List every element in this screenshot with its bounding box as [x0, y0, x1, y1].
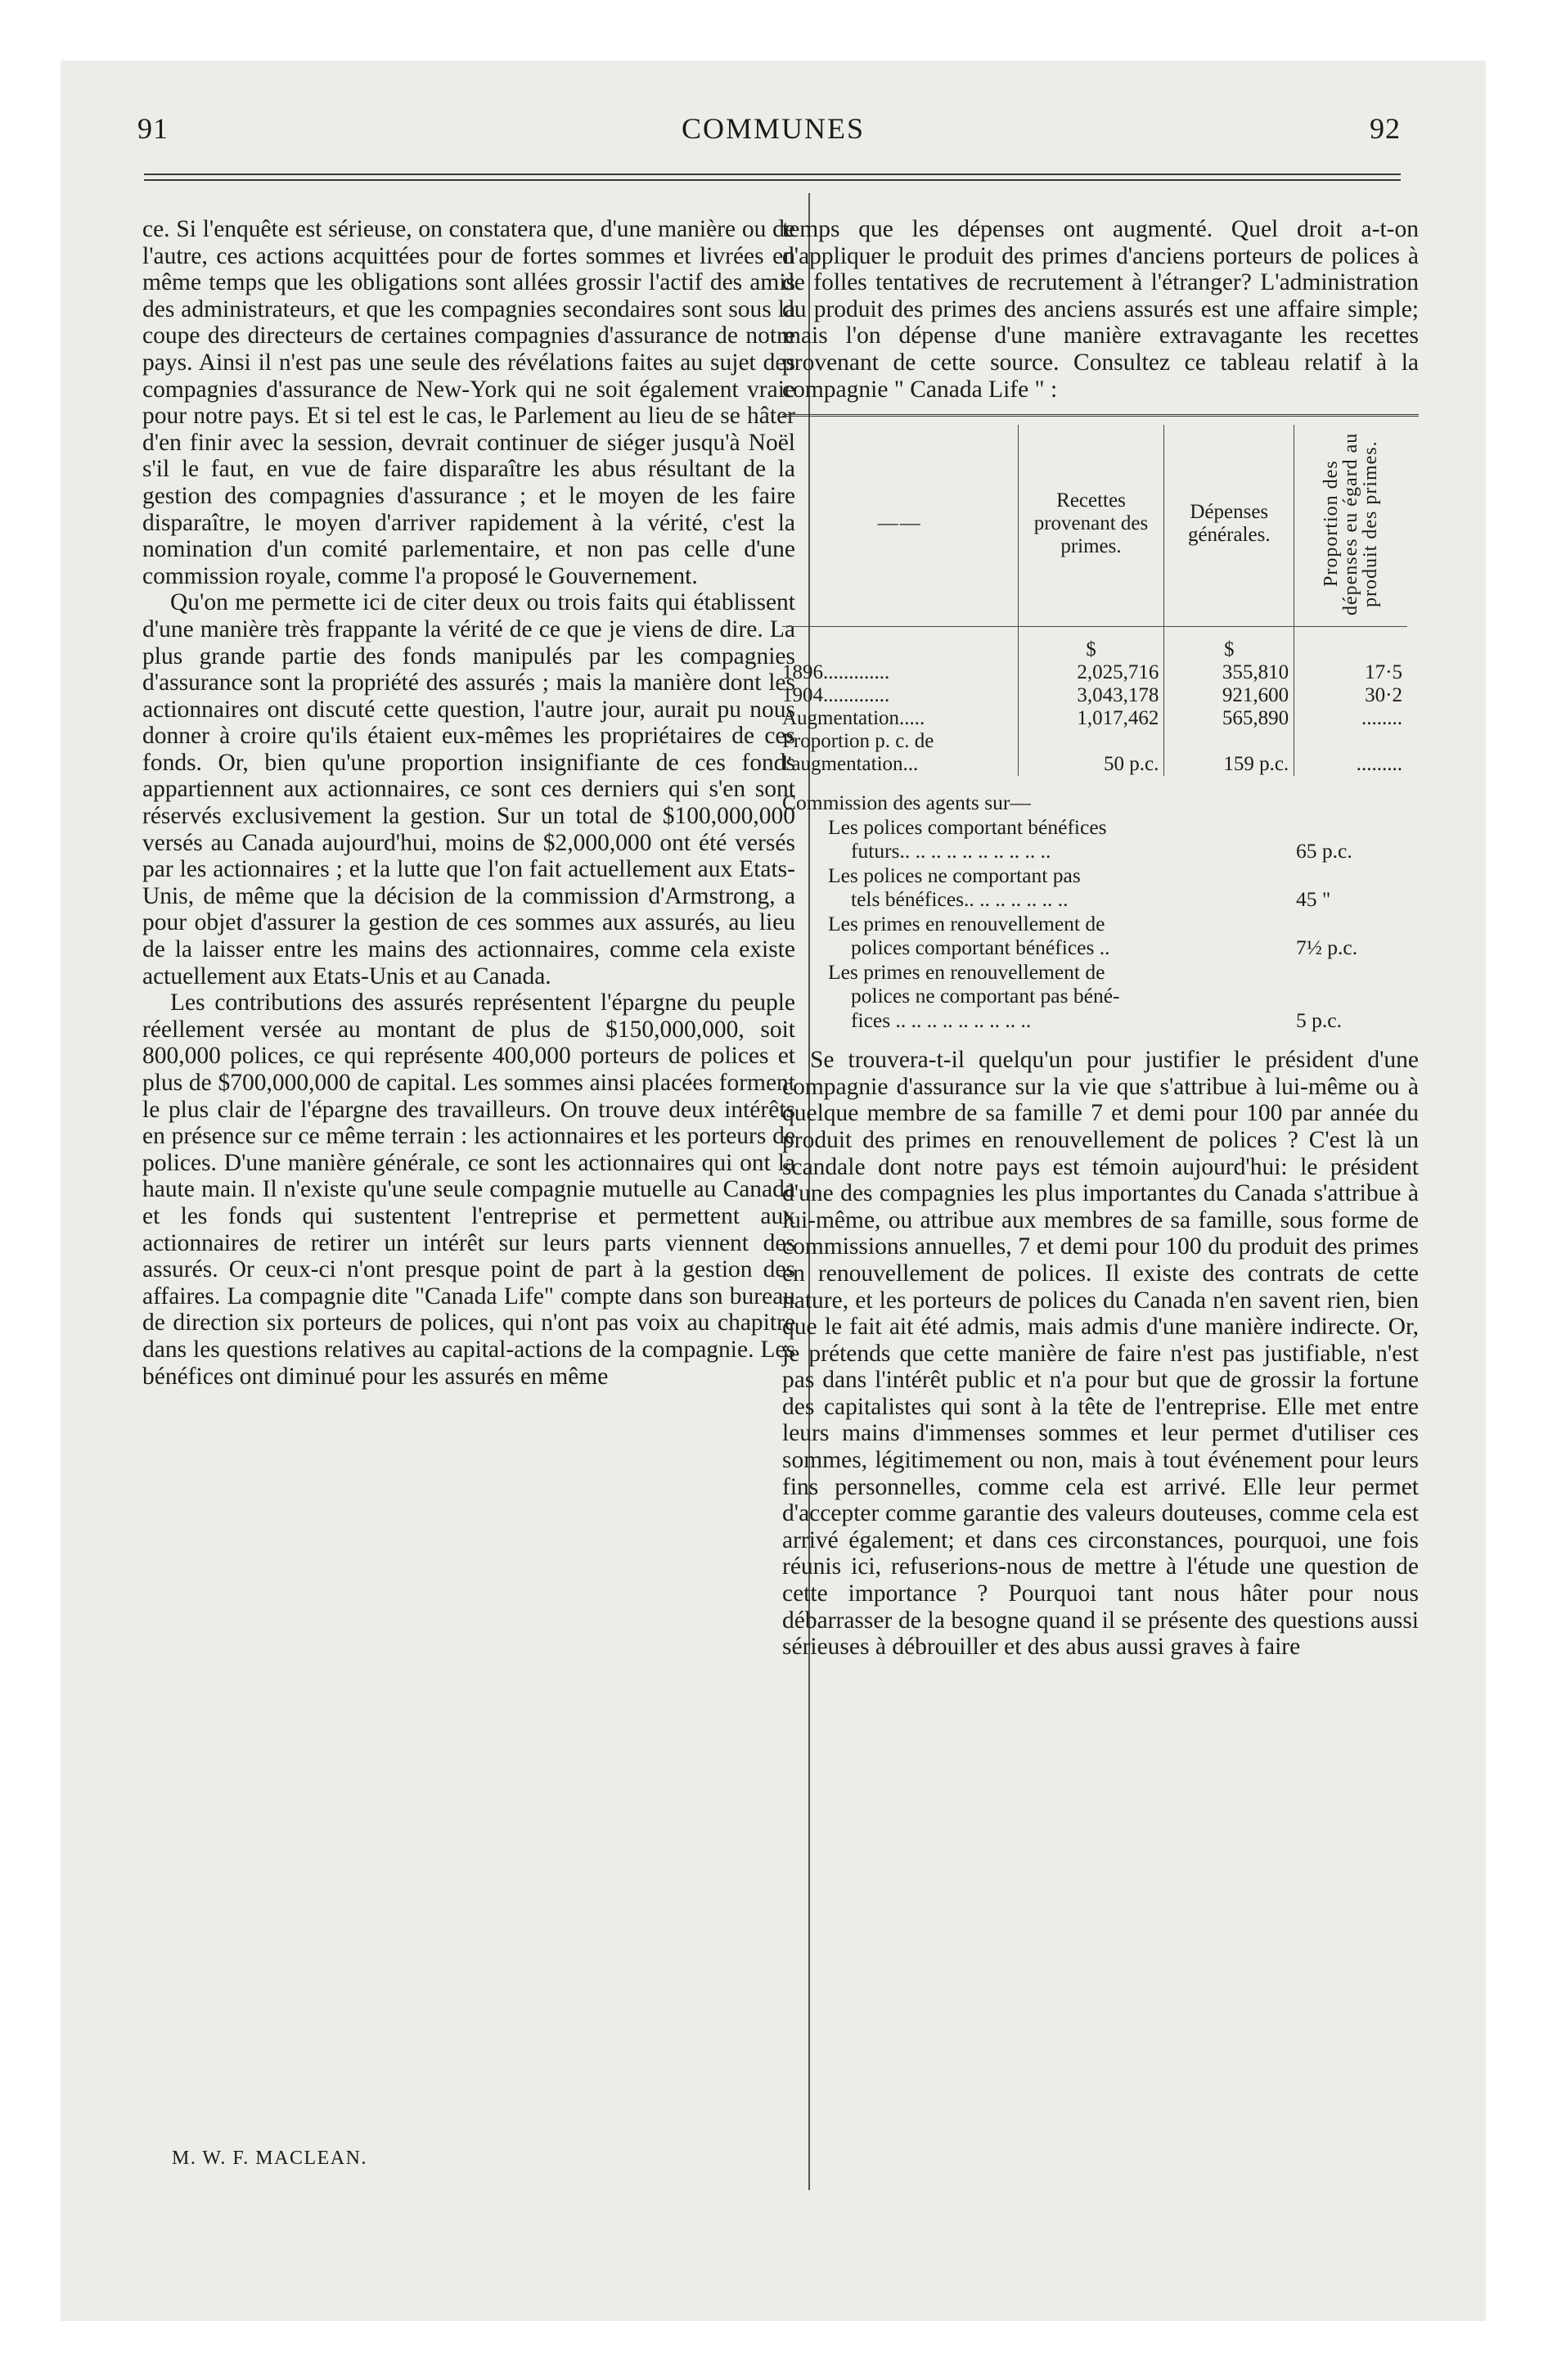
commission-row	[782, 839, 1419, 863]
header-double-rule	[144, 174, 1401, 181]
table-units-row	[782, 627, 1407, 662]
commission-block	[782, 791, 1419, 1032]
table-row	[782, 684, 1407, 707]
row-label: 1904.............	[782, 684, 890, 707]
right-column	[782, 216, 1419, 1661]
table-row	[782, 661, 1407, 684]
row-label: Proportion p. c. de l'augmentation...	[782, 730, 934, 776]
row-label: Augmentation.....	[782, 707, 925, 730]
row-label: 1896.............	[782, 661, 890, 684]
unit-recettes: $	[1018, 627, 1164, 662]
table-row	[782, 707, 1407, 730]
commission-row	[782, 887, 1419, 912]
header-proportion-text: Proportion des dépenses eu égard au produit des primes.	[1321, 432, 1382, 615]
header-depenses: Dépenses générales.	[1164, 425, 1294, 627]
header-recettes: Recettes provenant des primes.	[1018, 425, 1164, 627]
table-top-rule	[782, 414, 1419, 421]
page-header	[61, 111, 1486, 160]
row-recettes: 50 p.c.	[1018, 730, 1164, 776]
commission-value: 5 p.c.	[1296, 1007, 1342, 1032]
commission-line: polices comportant bénéfices ..	[851, 935, 1110, 960]
row-depenses: 355,810	[1164, 661, 1294, 684]
commission-line: Les primes en renouvellement de	[828, 959, 1105, 984]
page-number-right: 92	[1370, 112, 1401, 145]
commission-value: 65 p.c.	[1296, 839, 1352, 863]
commission-value: 45 "	[1296, 887, 1331, 912]
page-number-left: 91	[137, 112, 169, 145]
commission-line: futurs.. .. .. .. .. .. .. .. .. ..	[851, 839, 1051, 863]
row-depenses: 159 p.c.	[1164, 730, 1294, 776]
row-depenses: 565,890	[1164, 707, 1294, 730]
row-proportion: 30·2	[1294, 684, 1407, 707]
row-proportion: ........	[1294, 707, 1407, 730]
row-recettes: 1,017,462	[1018, 707, 1164, 730]
canada-life-table	[782, 414, 1419, 776]
left-paragraph-3: Les contributions des assurés représentent l'épargne du peuple réellement versée au montant de plus de $150,000,000, soit 800,000 polices, ce qui représente 400,000 porteurs de polices et plus de $700,000,000 de capital. Les sommes ainsi placées forment le plus clair de l'épargne des travailleurs. On trouve deux intérêts en présence sur ce même terrain : les actionnaires et les porteurs de polices. D'une manière générale, ce sont les actionnaires qui ont la haute main. Il n'existe qu'une seule compagnie mutuelle au Canada et les fonds qui sustentent l'entreprise et permettent aux actionnaires de retirer un intérêt sur leurs parts viennent des assurés. Or ceux-ci n'ont presque point de part à la gestion des affaires. La compagnie dite "Canada Life" compte dans son bureau de direction six porteurs de polices, qui n'ont pas voix au chapitre dans les questions relatives au capital-actions de la compagnie. Les bénéfices ont diminué pour les assurés en même	[142, 989, 795, 1390]
commission-row	[782, 1008, 1419, 1033]
units-blank-2	[1294, 627, 1407, 662]
left-paragraph-1: ce. Si l'enquête est sérieuse, on constatera que, d'une manière ou de l'autre, ces actions acquittées pour de fortes sommes et livrées en même temps que les obligations sont allées grossir l'actif des amis des administrateurs, et que les compagnies secondaires sont sous la coupe des directeurs de certaines compagnies d'assurance de notre pays. Ainsi il n'est pas une seule des révélations faites au sujet des compagnies d'assurance de New-York qui ne soit également vraie pour notre pays. Et si tel est le cas, le Parlement au lieu de se hâter d'en finir avec la session, devrait continuer de siéger jusqu'à Noël s'il le faut, en vue de faire disparaître les abus résultant de la gestion des compagnies d'assurance ; et le moyen de les faire disparaître, le moyen d'arriver rapidement à la vérité, c'est la nomination d'un comité parlementaire, et non pas celle d'une commission royale, comme l'a proposé le Gouvernement.	[142, 216, 795, 589]
speaker-signature: M. W. F. MACLEAN.	[172, 2148, 367, 2169]
row-proportion: 17·5	[1294, 661, 1407, 684]
commission-line: Les primes en renouvellement de	[828, 911, 1105, 935]
document-page	[61, 61, 1486, 2321]
header-blank: ——	[877, 512, 922, 535]
right-paragraph-2: Se trouvera-t-il quelqu'un pour justifier le président d'une compagnie d'assurance sur la vie que s'attribue à lui-même ou à quelque membre de sa famille 7 et demi pour 100 par année du produit des primes en renouvellement de polices ? C'est là un scandale dont notre pays est témoin aujourd'hui: le président d'une des compagnies les plus importantes du Canada s'attribue à lui-même, ou attribue aux membres de sa famille, sous forme de commissions annuelles, 7 et demi pour 100 du produit des primes en renouvellement de polices. Il existe des contrats de cette nature, et les porteurs de polices du Canada n'en savent rien, bien que le fait ait été admis, mais admis d'une manière indirecte. Or, je prétends que cette manière de faire n'est pas justifiable, n'est pas dans l'intérêt public et n'a pour but que de grossir la fortune des capitalistes qui sont à la tête de l'entreprise. Elle met entre leurs mains d'immenses sommes et leur permet d'utiliser ces sommes, légitimement ou non, mais à tout événement pour leurs fins personnelles, comme cela est arrivé. Elle leur permet d'accepter comme garantie des valeurs douteuses, comme cela est arrivé également; et dans ces circonstances, pourquoi, une fois réunis ici, refuserions-nous de mettre à l'étude une question de cette importance ? Pourquoi tant nous hâter pour nous débarrasser de la besogne quand il se présente des questions aussi sérieuses à débrouiller et des abus aussi graves à faire	[782, 1047, 1419, 1661]
stats-table	[782, 425, 1407, 776]
commission-line: Les polices ne comportant pas	[828, 863, 1081, 887]
commission-line: polices ne comportant pas béné-	[851, 984, 1120, 1008]
commission-line: tels bénéfices.. .. .. .. .. .. ..	[851, 887, 1069, 912]
header-proportion	[1294, 425, 1407, 627]
commission-line: Les polices comportant bénéfices	[828, 814, 1107, 839]
row-proportion: .........	[1294, 730, 1407, 776]
commission-title: Commission des agents sur—	[782, 791, 1031, 815]
running-title: COMMUNES	[681, 112, 866, 145]
row-depenses: 921,600	[1164, 684, 1294, 707]
commission-row	[782, 935, 1419, 960]
table-header-row	[782, 425, 1407, 627]
left-column	[142, 216, 795, 1390]
commission-value: 7½ p.c.	[1296, 935, 1358, 960]
unit-depenses: $	[1164, 627, 1294, 662]
right-paragraph-1: temps que les dépenses ont augmenté. Quel droit a-t-on d'appliquer le produit des primes d'anciens porteurs de polices à de folles tentatives de recrutement à l'étranger? L'administration du produit des primes des anciens assurés est une affaire simple; mais l'on dépense d'une manière extravagante les recettes provenant de cette source. Consultez ce tableau relatif à la compagnie " Canada Life " :	[782, 216, 1419, 403]
left-paragraph-2: Qu'on me permette ici de citer deux ou trois faits qui établissent d'une manière très frappante la vérité de ce que je viens de dire. La plus grande partie des fonds manipulés par les compagnies d'assurance sont la propriété des assurés ; mais la manière dont les actionnaires ont discuté cette question, l'autre jour, aurait pu nous donner à croire qu'ils étaient eux-mêmes les propriétaires de ces fonds. Or, bien qu'une proportion insignifiante de ces fonds appartiennent aux actionnaires, ce sont ces derniers qui s'en sont réservés exclusivement la gestion. Sur un total de $100,000,000 versés au Canada aujourd'hui, moins de $2,000,000 ont été versés par les actionnaires ; et la lutte que l'on fait actuellement aux Etats-Unis, de même que la décision de la commission d'Armstrong, a pour objet d'assurer la gestion de ces sommes aux assurés, au lieu de la laisser entre les mains des actionnaires, comme cela existe actuellement aux Etats-Unis et au Canada.	[142, 589, 795, 989]
table-row	[782, 730, 1407, 776]
row-recettes: 2,025,716	[1018, 661, 1164, 684]
row-recettes: 3,043,178	[1018, 684, 1164, 707]
commission-line: fices .. .. .. .. .. .. .. .. ..	[851, 1007, 1032, 1032]
units-blank	[782, 627, 1018, 662]
